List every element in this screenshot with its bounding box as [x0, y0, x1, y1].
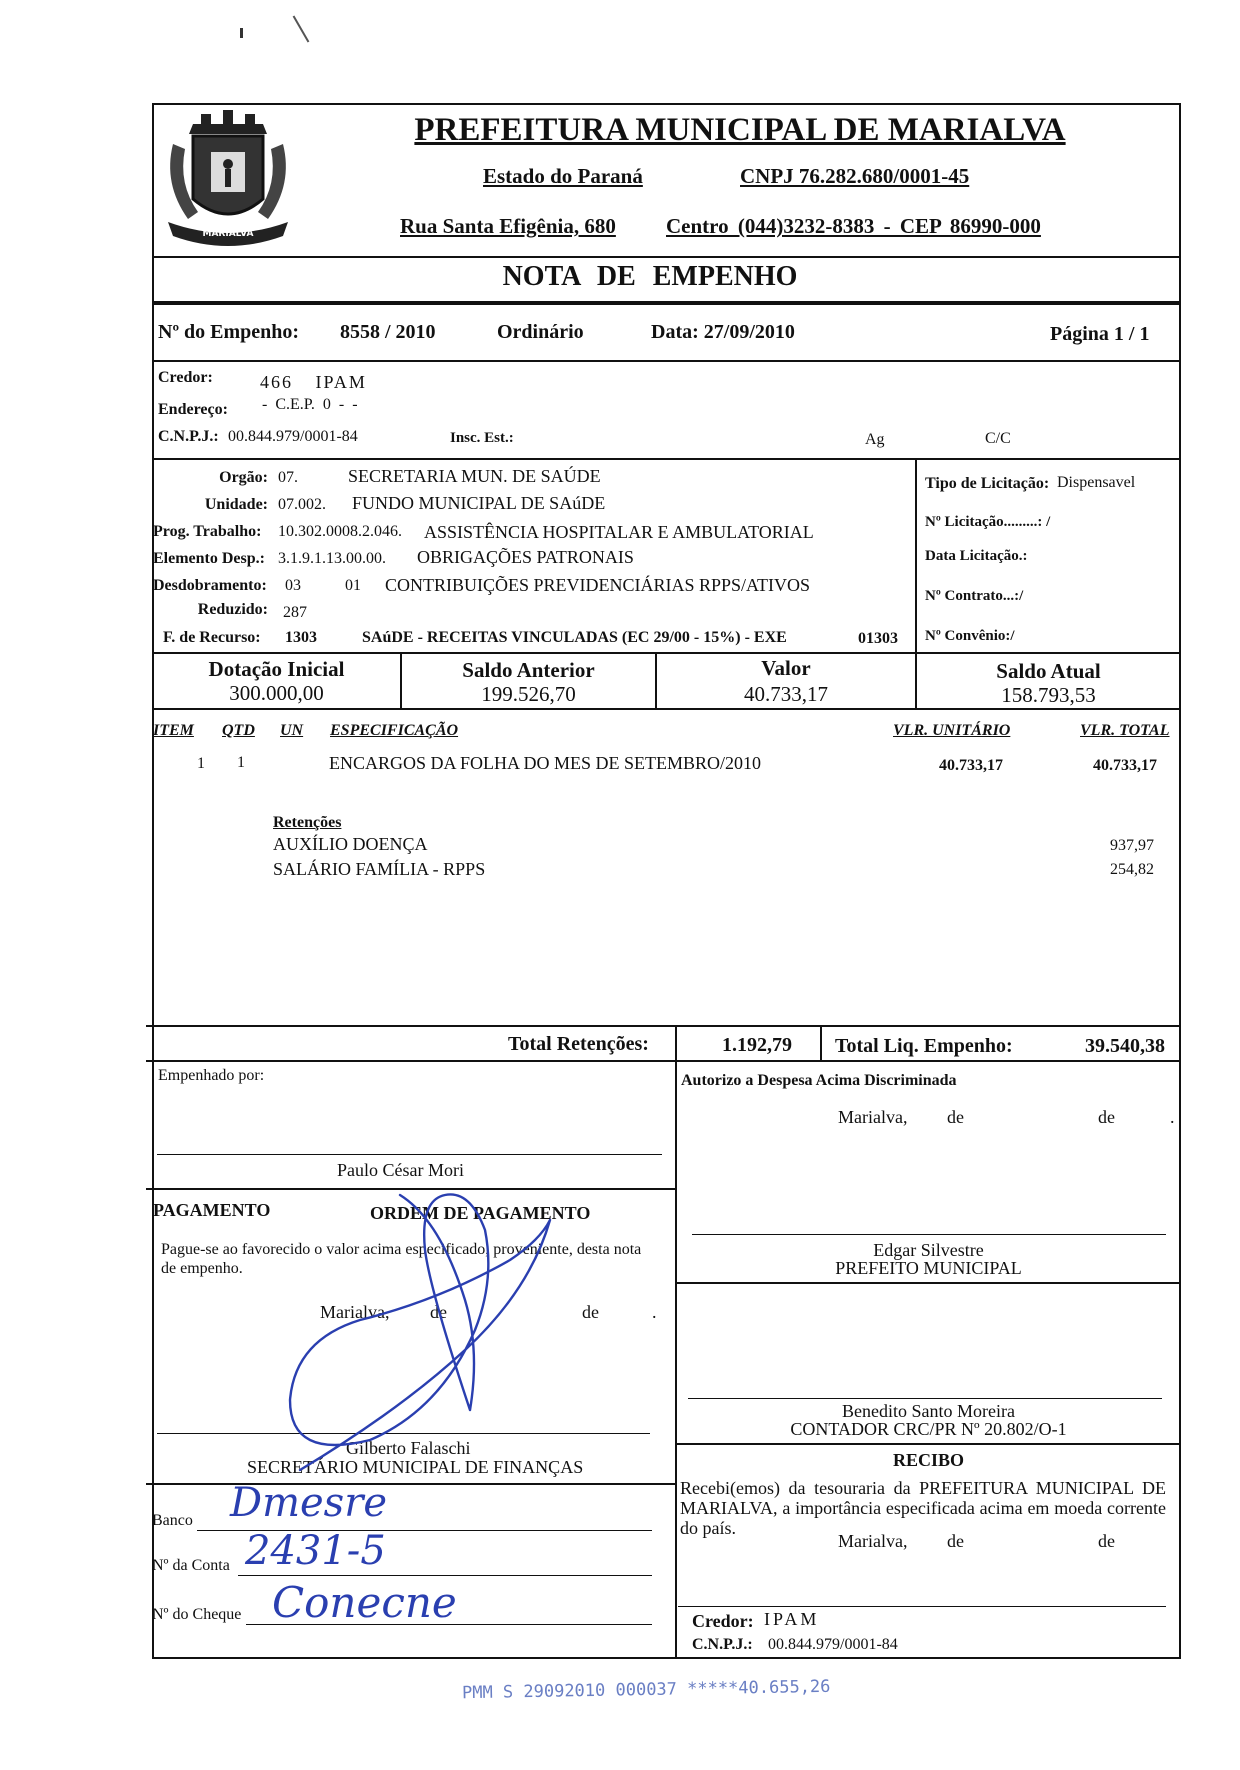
totals-divider-1 — [675, 1025, 677, 1061]
dotacao-label: Dotação Inicial — [208, 657, 345, 681]
pagamento-title: PAGAMENTO — [153, 1200, 271, 1220]
desdobramento-label: Desdobramento: — [153, 577, 267, 594]
empenho-type: Ordinário — [497, 321, 584, 343]
col-vlr-unitario: VLR. UNITÁRIO — [893, 722, 1011, 739]
pague-se-text: Pague-se ao favorecido o valor acima especificado, proveniente, desta nota de empenho. — [161, 1241, 642, 1277]
item-unit: 40.733,17 — [939, 757, 1003, 774]
item-total: 40.733,17 — [1093, 757, 1157, 774]
retencao-desc-1: AUXÍLIO DOENÇA — [273, 834, 428, 854]
saldo-anterior-value: 199.526,70 — [481, 682, 576, 706]
prog-label: Prog. Trabalho: — [153, 523, 262, 540]
conta-label: Nº da Conta — [152, 1557, 230, 1574]
retencao-value-1: 937,97 — [1110, 837, 1154, 854]
cc-label: C/C — [985, 430, 1011, 447]
state-name: Estado do Paraná — [483, 164, 643, 188]
autorizo-label: Autorizo a Despesa Acima Discriminada — [681, 1072, 957, 1089]
empenho-number: 8558 / 2010 — [340, 321, 436, 343]
cheque-handwriting: Conecne — [272, 1578, 457, 1627]
prog-code: 10.302.0008.2.046. — [278, 523, 402, 540]
orgao-desc: SECRETARIA MUN. DE SAÚDE — [348, 466, 601, 486]
elemento-label: Elemento Desp.: — [153, 550, 265, 567]
left-dot: . — [652, 1302, 657, 1322]
saldo-anterior-label: Saldo Anterior — [462, 658, 595, 682]
tipo-licitacao-label: Tipo de Licitação: — [925, 475, 1050, 492]
total-liq-label: Total Liq. Empenho: — [835, 1035, 1013, 1057]
recibo-credor-label: Credor: — [692, 1611, 754, 1631]
col-vlr-total: VLR. TOTAL — [1080, 722, 1170, 739]
retencao-desc-2: SALÁRIO FAMÍLIA - RPPS — [273, 859, 486, 879]
credor-signature-line — [678, 1606, 1166, 1607]
credor-label: Credor: — [158, 369, 213, 386]
desdobramento-code: 03 01 — [285, 577, 361, 594]
divider-totals-bottom — [146, 1060, 1181, 1062]
orgao-label: Orgão: — [219, 469, 268, 486]
elemento-desc: OBRIGAÇÕES PATRONAIS — [417, 547, 634, 567]
left-de-1: de — [430, 1302, 447, 1322]
cnpj-credor: 00.844.979/0001-84 — [228, 428, 358, 445]
cnpj-header — [740, 164, 969, 189]
divider-recibo — [676, 1443, 1181, 1445]
prog-desc: ASSISTÊNCIA HOSPITALAR E AMBULATORIAL — [424, 522, 814, 542]
desdobramento-desc: CONTRIBUIÇÕES PREVIDENCIÁRIAS RPPS/ATIVOS — [385, 575, 811, 595]
recurso-extra: 01303 — [858, 630, 898, 647]
divider-items-top — [153, 708, 1180, 710]
col-especificacao: ESPECIFICAÇÃO — [330, 722, 459, 739]
prefeitura-title: PREFEITURA MUNICIPAL DE MARIALVA — [414, 112, 1066, 148]
recibo-cnpj-value: 00.844.979/0001-84 — [768, 1636, 898, 1653]
classification-divider — [915, 458, 917, 654]
tipo-licitacao-value: Dispensavel — [1057, 474, 1136, 491]
left-de-2: de — [582, 1302, 599, 1322]
col-un: UN — [280, 722, 304, 739]
secretario-name: Gilberto Falaschi — [346, 1438, 471, 1458]
handwritten-signature — [280, 1180, 640, 1480]
contador-name: Benedito Santo Moreira — [842, 1401, 1015, 1421]
empenhador-name: Paulo César Mori — [337, 1160, 464, 1180]
unidade-desc: FUNDO MUNICIPAL DE SAúDE — [352, 493, 606, 513]
unidade-code: 07.002. — [278, 496, 326, 513]
right-de-2: de — [1098, 1107, 1115, 1127]
header-divider — [153, 256, 1180, 258]
ag-label: Ag — [865, 431, 885, 448]
elemento-code: 3.1.9.1.13.00.00. — [278, 550, 386, 567]
right-marialva: Marialva, — [838, 1107, 908, 1127]
valor-value: 40.733,17 — [744, 682, 828, 706]
total-liq-value: 39.540,38 — [1085, 1035, 1165, 1057]
recibo-de-1: de — [947, 1531, 964, 1551]
credor-value: 466 IPAM — [260, 372, 367, 392]
insc-label: Insc. Est.: — [450, 430, 514, 446]
doc-title: NOTA DE EMPENHO — [502, 261, 798, 292]
endereco-label: Endereço: — [158, 401, 228, 418]
reduzido-code: 287 — [283, 604, 307, 621]
prefeito-signature-line — [692, 1234, 1166, 1235]
conta-handwriting: 2431-5 — [245, 1528, 386, 1574]
right-de-1: de — [947, 1107, 964, 1127]
total-retencoes-value: 1.192,79 — [722, 1034, 792, 1056]
address: Rua Santa Efigênia, 680 — [400, 214, 616, 238]
valor-label: Valor — [761, 656, 811, 680]
totals-divider-2 — [820, 1025, 822, 1061]
data-licitacao: Data Licitação.: — [925, 548, 1028, 564]
numero-licitacao: Nº Licitação.........: / — [925, 514, 1051, 530]
empenho-label: Nº do Empenho: — [158, 321, 300, 343]
district-phone-cep: Centro (044)3232-8383 - CEP 86990-000 — [666, 214, 1041, 238]
contador-signature-line — [688, 1398, 1162, 1399]
prefeito-name: Edgar Silvestre — [873, 1240, 984, 1260]
empenhado-por-label: Empenhado por: — [158, 1067, 265, 1084]
col-qtd: QTD — [222, 722, 255, 739]
item-qtd: 1 — [237, 754, 245, 771]
divider-contador — [676, 1282, 1181, 1284]
recurso-code: 1303 — [285, 629, 317, 646]
dotacao-value: 300.000,00 — [229, 681, 324, 705]
col-item: ITEM — [153, 722, 194, 739]
saldo-atual-label: Saldo Atual — [996, 659, 1101, 683]
recibo-de-2: de — [1098, 1531, 1115, 1551]
recibo-marialva: Marialva, — [838, 1531, 908, 1551]
unidade-label: Unidade: — [204, 496, 268, 513]
coat-of-arms-logo — [153, 104, 303, 254]
right-dot: . — [1170, 1107, 1175, 1127]
recurso-desc: SAúDE - RECEITAS VINCULADAS (EC 29/00 - 15%) - EXE — [362, 629, 787, 646]
empenhado-signature-line — [157, 1154, 662, 1155]
cheque-label: Nº do Cheque — [152, 1606, 242, 1623]
divider-banco — [146, 1483, 676, 1485]
footer-column-divider — [675, 1060, 677, 1659]
banco-handwriting: Dmesre — [230, 1480, 387, 1526]
left-marialva: Marialva, — [320, 1302, 390, 1322]
recibo-credor-value: IPAM — [764, 1609, 820, 1629]
scan-mark-2 — [293, 16, 310, 43]
item-desc: ENCARGOS DA FOLHA DO MES DE SETEMBRO/2010 — [329, 753, 762, 773]
orgao-code: 07. — [278, 469, 298, 486]
divider-credor — [153, 458, 1180, 460]
recibo-cnpj-label: C.N.P.J.: — [692, 1636, 753, 1653]
prefeito-cargo: PREFEITO MUNICIPAL — [835, 1258, 1022, 1278]
secretario-cargo: SECRETÁRIO MUNICIPAL DE FINANÇAS — [247, 1457, 584, 1477]
reduzido-label: Reduzido: — [197, 601, 268, 618]
cnpj-value: CNPJ 76.282.680/0001-45 — [740, 164, 970, 188]
divider-empenho — [153, 360, 1180, 362]
ordem-pagamento-title: ORDEM DE PAGAMENTO — [370, 1203, 591, 1223]
recibo-text: Recebi(emos) da tesouraria da PREFEITURA MUNICIPAL DE MARIALVA, a importância especificada acima em moeda corrente do país. — [680, 1478, 1166, 1538]
svg-text:MARIALVA: MARIALVA — [202, 229, 254, 239]
total-retencoes-label: Total Retenções: — [508, 1033, 649, 1055]
divider-saldos-top — [153, 652, 1180, 654]
conta-line — [238, 1575, 652, 1576]
scan-mark — [240, 28, 243, 38]
banco-label: Banco — [152, 1512, 193, 1529]
endereco-value: - C.E.P. 0 - - — [262, 396, 358, 413]
divider-totals-top — [146, 1025, 1181, 1027]
saldo-atual-value: 158.793,53 — [1001, 683, 1096, 707]
numero-convenio: Nº Convênio:/ — [925, 628, 1015, 644]
recibo-title: RECIBO — [892, 1450, 964, 1470]
cnpj-label: C.N.P.J.: — [158, 428, 219, 445]
page-number: Página 1 / 1 — [1050, 323, 1150, 345]
contador-cargo: CONTADOR CRC/PR Nº 20.802/O-1 — [790, 1419, 1067, 1439]
numero-contrato: Nº Contrato...:/ — [925, 588, 1024, 604]
bank-stamp: PMM S 29092010 000037 *****40.655,26 — [461, 1676, 831, 1704]
retencoes-title: Retenções — [273, 814, 342, 831]
retencao-value-2: 254,82 — [1110, 861, 1154, 878]
item-number: 1 — [197, 755, 205, 772]
empenho-date: Data: 27/09/2010 — [651, 321, 795, 343]
recurso-label: F. de Recurso: — [163, 629, 261, 646]
